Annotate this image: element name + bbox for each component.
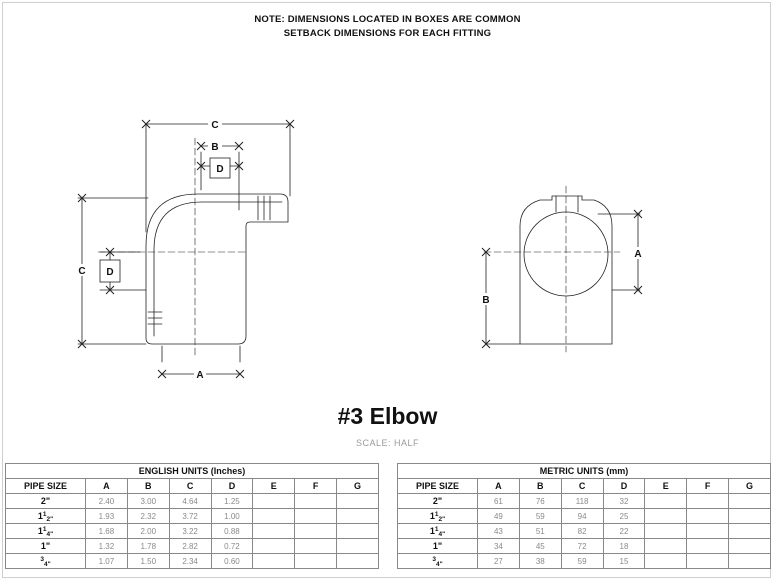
side-b-label: B <box>482 295 490 306</box>
dimension-cell: 1.07 <box>86 554 128 569</box>
dimension-cell: 49 <box>478 509 520 524</box>
dimension-cell <box>729 524 771 539</box>
dimension-cell: 3.72 <box>169 509 211 524</box>
english-units-caption: ENGLISH UNITS (Inches) <box>6 464 379 479</box>
dimension-cell <box>337 494 379 509</box>
table-row <box>398 509 771 524</box>
english-col-header: B <box>127 479 169 494</box>
dimension-cell: 2.32 <box>127 509 169 524</box>
dimension-cell <box>253 509 295 524</box>
pipe-size-cell <box>6 494 86 509</box>
dimension-cell: 1.32 <box>86 539 128 554</box>
table-row <box>6 494 379 509</box>
english-col-header: G <box>337 479 379 494</box>
pipe-size-whole: 1 <box>37 511 43 521</box>
pipe-size-denominator: 4" <box>46 531 54 538</box>
dimension-cell: 34 <box>478 539 520 554</box>
pipe-size-numerator: 1 <box>434 526 439 533</box>
dimension-cell <box>253 554 295 569</box>
pipe-size-cell <box>398 554 478 569</box>
dimension-cell <box>253 539 295 554</box>
dimension-cell <box>337 524 379 539</box>
pipe-size-whole: 1" <box>40 541 51 551</box>
front-c-top-label: C <box>211 120 219 131</box>
dimension-cell: 3.22 <box>169 524 211 539</box>
dimension-cell <box>687 539 729 554</box>
dimension-cell <box>295 554 337 569</box>
pipe-size-cell <box>398 509 478 524</box>
pipe-size-cell <box>6 554 86 569</box>
english-units-table <box>5 463 379 569</box>
pipe-size-cell <box>6 539 86 554</box>
dimension-cell <box>337 554 379 569</box>
dimension-cell: 1.78 <box>127 539 169 554</box>
english-col-header: F <box>295 479 337 494</box>
dimension-cell <box>645 554 687 569</box>
dimension-cell <box>687 509 729 524</box>
metric-col-header: F <box>687 479 729 494</box>
fitting-title: #3 Elbow <box>337 403 438 429</box>
table-row <box>398 539 771 554</box>
dimension-cell: 76 <box>519 494 561 509</box>
dimension-cell: 1.50 <box>127 554 169 569</box>
metric-col-header: D <box>603 479 645 494</box>
english-header-row <box>6 479 379 494</box>
table-row <box>6 554 379 569</box>
dimension-cell <box>645 524 687 539</box>
dimension-cell: 45 <box>519 539 561 554</box>
dimension-cell <box>295 539 337 554</box>
dimension-cell <box>729 539 771 554</box>
front-b-top-label: B <box>211 142 219 153</box>
dimension-cell: 32 <box>603 494 645 509</box>
dimension-cell: 0.60 <box>211 554 253 569</box>
dimension-cell: 18 <box>603 539 645 554</box>
dimension-cell: 27 <box>478 554 520 569</box>
pipe-size-whole: 1" <box>432 541 443 551</box>
dimension-cell <box>295 524 337 539</box>
dimension-cell: 25 <box>603 509 645 524</box>
dimension-cell <box>337 539 379 554</box>
side-a-label: A <box>634 249 642 260</box>
dimension-ticks <box>78 120 642 378</box>
dimension-cell <box>729 509 771 524</box>
dimension-cell <box>295 494 337 509</box>
pipe-size-cell <box>398 539 478 554</box>
dimension-cell: 1.25 <box>211 494 253 509</box>
pipe-size-numerator: 1 <box>42 511 47 518</box>
pipe-size-denominator: 2" <box>46 516 54 523</box>
dimension-cell: 2.82 <box>169 539 211 554</box>
pipe-size-whole: 2" <box>40 496 51 506</box>
pipe-size-whole: 1 <box>429 526 435 536</box>
pipe-size-denominator: 2" <box>438 516 446 523</box>
metric-units-table <box>397 463 771 569</box>
english-col-header: E <box>253 479 295 494</box>
dimension-cell <box>687 494 729 509</box>
dimension-cell: 0.72 <box>211 539 253 554</box>
dimension-cell <box>337 509 379 524</box>
metric-col-header: B <box>519 479 561 494</box>
dimension-cell <box>253 524 295 539</box>
table-row <box>398 524 771 539</box>
front-a-bottom-label: A <box>196 370 204 381</box>
table-row <box>398 554 771 569</box>
pipe-size-numerator: 1 <box>42 526 47 533</box>
dimension-cell: 15 <box>603 554 645 569</box>
metric-col-header: G <box>729 479 771 494</box>
english-col-header: D <box>211 479 253 494</box>
dimension-cell: 2.34 <box>169 554 211 569</box>
scale-label: SCALE: HALF <box>355 438 420 448</box>
front-d-top-label: D <box>216 164 224 175</box>
metric-col-header: E <box>645 479 687 494</box>
metric-units-caption: METRIC UNITS (mm) <box>398 464 771 479</box>
dimension-cell: 1.00 <box>211 509 253 524</box>
pipe-size-numerator: 3 <box>40 556 44 563</box>
dimension-cell: 1.93 <box>86 509 128 524</box>
dimension-cell: 61 <box>478 494 520 509</box>
pipe-size-denominator: 4" <box>435 561 443 568</box>
english-col-header: PIPE SIZE <box>6 479 86 494</box>
front-d-left-label: D <box>106 267 114 278</box>
dimension-cell: 2.00 <box>127 524 169 539</box>
dimension-cell: 2.40 <box>86 494 128 509</box>
dimension-cell <box>729 554 771 569</box>
dimension-cell <box>253 494 295 509</box>
pipe-size-cell <box>6 524 86 539</box>
front-view <box>78 124 290 374</box>
front-c-left-label: C <box>78 266 86 277</box>
dimension-cell: 59 <box>519 509 561 524</box>
pipe-size-cell <box>398 494 478 509</box>
metric-col-header: C <box>561 479 603 494</box>
dimension-cell: 1.68 <box>86 524 128 539</box>
pipe-size-cell <box>6 509 86 524</box>
dimension-cell: 72 <box>561 539 603 554</box>
dimension-cell: 94 <box>561 509 603 524</box>
pipe-size-numerator: 3 <box>432 556 436 563</box>
pipe-size-whole: 2" <box>432 496 443 506</box>
dimension-cell <box>645 539 687 554</box>
dimension-cell <box>645 494 687 509</box>
note-line-2: SETBACK DIMENSIONS FOR EACH FITTING <box>283 28 492 39</box>
metric-header-row <box>398 479 771 494</box>
note-line-1: NOTE: DIMENSIONS LOCATED IN BOXES ARE COMMON <box>254 14 521 25</box>
metric-col-header: A <box>478 479 520 494</box>
dimension-cell: 43 <box>478 524 520 539</box>
dimension-cell: 118 <box>561 494 603 509</box>
dimension-cell: 59 <box>561 554 603 569</box>
dimension-cell: 0.88 <box>211 524 253 539</box>
dimension-cell: 3.00 <box>127 494 169 509</box>
dimension-cell: 51 <box>519 524 561 539</box>
pipe-size-numerator: 1 <box>434 511 439 518</box>
metric-col-header: PIPE SIZE <box>398 479 478 494</box>
dimension-cell: 38 <box>519 554 561 569</box>
table-row <box>6 524 379 539</box>
dimension-cell: 4.64 <box>169 494 211 509</box>
dimension-cell <box>687 554 729 569</box>
pipe-size-whole: 1 <box>429 511 435 521</box>
side-view <box>484 186 640 352</box>
table-row <box>6 509 379 524</box>
pipe-size-denominator: 4" <box>43 561 51 568</box>
dimension-cell: 82 <box>561 524 603 539</box>
pipe-size-whole: 1 <box>37 526 43 536</box>
dimension-cell <box>645 509 687 524</box>
pipe-size-denominator: 4" <box>438 531 446 538</box>
pipe-size-cell <box>398 524 478 539</box>
english-col-header: C <box>169 479 211 494</box>
dimension-cell <box>295 509 337 524</box>
dimension-cell <box>729 494 771 509</box>
dimension-cell <box>687 524 729 539</box>
english-col-header: A <box>86 479 128 494</box>
table-row <box>6 539 379 554</box>
table-row <box>398 494 771 509</box>
dimension-cell: 22 <box>603 524 645 539</box>
